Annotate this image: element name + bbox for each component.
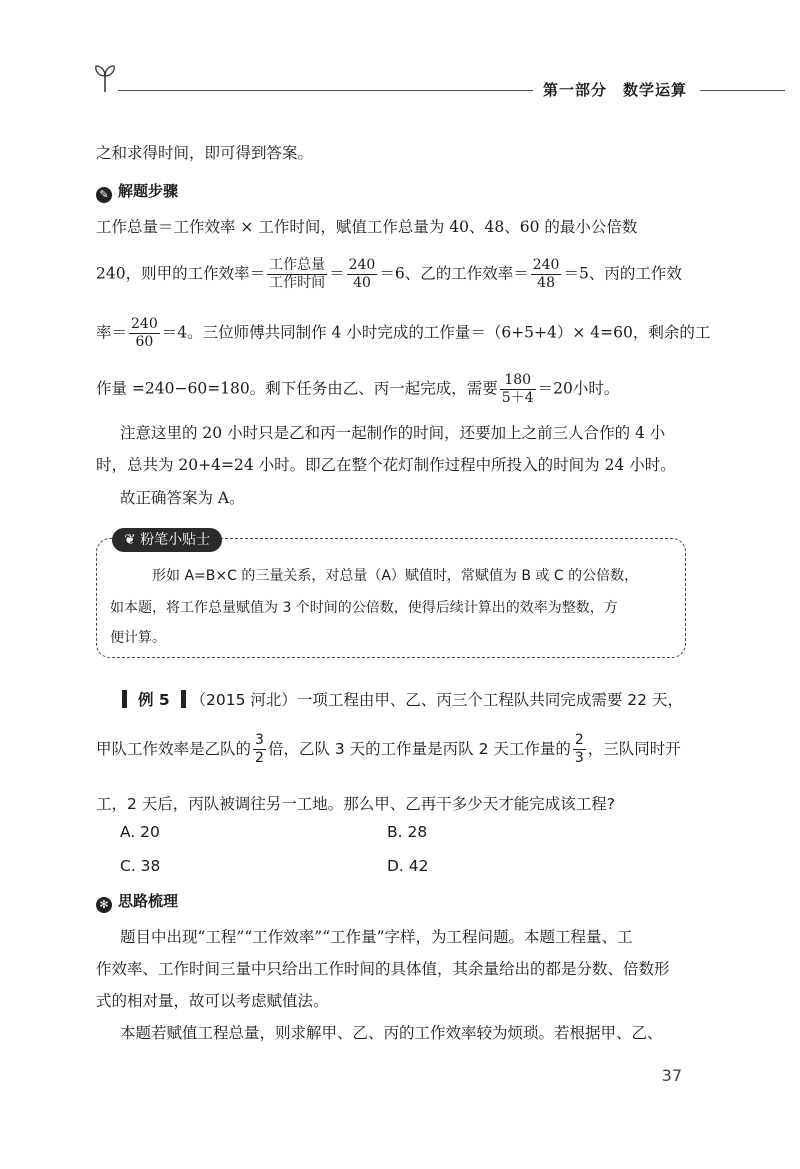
tip-line-1: 形如 A=B×C 的三量关系，对总量（A）赋值时，常赋值为 B 或 C 的公倍数， bbox=[152, 568, 639, 584]
fraction: $\frac{240}{60}$ bbox=[131, 316, 158, 350]
fraction: $\frac{2}{3}$ bbox=[574, 732, 584, 766]
sprout-logo-icon bbox=[92, 62, 118, 94]
fraction: $\frac{180}{5+4}$ bbox=[501, 372, 534, 406]
option-b: B. 28 bbox=[387, 823, 428, 841]
example-label: 例 5 bbox=[137, 691, 170, 709]
tip-label: ❦ 粉笔小贴士 bbox=[112, 528, 222, 552]
answer-line: 故正确答案为 A。 bbox=[120, 489, 245, 507]
think-line-4: 本题若赋值工程总量，则求解甲、乙、丙的工作效率较为烦琐。若根据甲、乙、 bbox=[120, 1024, 663, 1042]
think-line-2: 作效率、工作时间三量中只给出工作时间的具体值，其余量给出的都是分数、倍数形 bbox=[96, 960, 670, 978]
tip-line-2: 如本题，将工作总量赋值为 3 个时间的公倍数，使得后续计算出的效率为整数，方 bbox=[110, 600, 618, 616]
fraction: $\frac{240}{48}$ bbox=[532, 257, 560, 291]
fraction: $\frac{3}{2}$ bbox=[255, 732, 264, 766]
steps-line-4: 作量 =240−60=180。剩下任务由乙、丙一起完成，需要 $\frac{180}{5+4}$ ＝20小时。 bbox=[96, 372, 620, 406]
think-line-3: 式的相对量，故可以考虑赋值法。 bbox=[96, 992, 329, 1010]
page-number: 37 bbox=[661, 1066, 682, 1085]
fraction: $\frac{\text{工作总量}}{\text{工作时间}}$ bbox=[269, 257, 326, 291]
header-rule-right bbox=[700, 90, 785, 91]
paragraph-line: 之和求得时间，即可得到答案。 bbox=[96, 144, 314, 162]
question-line-1: 例 5 （2015 河北）一项工程由甲、乙、丙三个工程队共同完成需要 22 天， bbox=[122, 688, 683, 710]
steps-line-3: 率＝ $\frac{240}{60}$ ＝4。三位师傅共同制作 4 小时完成的工作量＝（6+5+4）× 4=60，剩余的工 bbox=[96, 316, 711, 350]
steps-line-5: 注意这里的 20 小时只是乙和丙一起制作的时间，还要加上之前三人合作的 4 小 bbox=[120, 424, 666, 442]
option-a: A. 20 bbox=[120, 823, 160, 841]
question-line-2: 甲队工作效率是乙队的 $\frac{3}{2}$ 倍，乙队 3 天的工作量是丙队 2 天工作量的 $\frac{2}{3}$ ，三队同时开 bbox=[96, 732, 681, 766]
fraction: $\frac{240}{40}$ bbox=[348, 257, 376, 291]
tip-line-3: 便计算。 bbox=[110, 630, 166, 646]
steps-line-1: 工作总量＝工作效率 × 工作时间，赋值工作总量为 40、48、60 的最小公倍数 bbox=[96, 218, 638, 236]
steps-line-6: 时，总共为 20+4=24 小时。即乙在整个花灯制作过程中所投入的时间为 24 小时。 bbox=[96, 456, 676, 474]
sprout-icon: ❦ bbox=[124, 532, 141, 548]
option-d: D. 42 bbox=[387, 857, 429, 875]
steps-heading: ✎ 解题步骤 bbox=[96, 178, 704, 204]
steps-line-2: 240，则甲的工作效率＝ $\frac{\text{工作总量}}{\text{工作时间}}$ ＝ $\frac{240}{40}$ ＝6、乙的工作效率＝ $\frac{240}{48}$ ＝5、丙的工作效 bbox=[96, 257, 682, 291]
think-line-1: 题目中出现“工程”“工作效率”“工作量”字样，为工程问题。本题工程量、工 bbox=[120, 928, 633, 946]
pencil-icon: ✎ bbox=[96, 187, 112, 203]
label-bar bbox=[122, 690, 127, 708]
question-line-3: 工，2 天后，丙队被调往另一工地。那么甲、乙再干多少天才能完成该工程? bbox=[96, 795, 616, 813]
option-c: C. 38 bbox=[120, 857, 161, 875]
label-bar bbox=[181, 690, 186, 708]
think-heading: ✻ 思路梳理 bbox=[96, 888, 704, 914]
gear-icon: ✻ bbox=[96, 897, 112, 913]
header-title: 第一部分 数学运算 bbox=[543, 81, 688, 99]
header-rule-left bbox=[118, 90, 533, 91]
